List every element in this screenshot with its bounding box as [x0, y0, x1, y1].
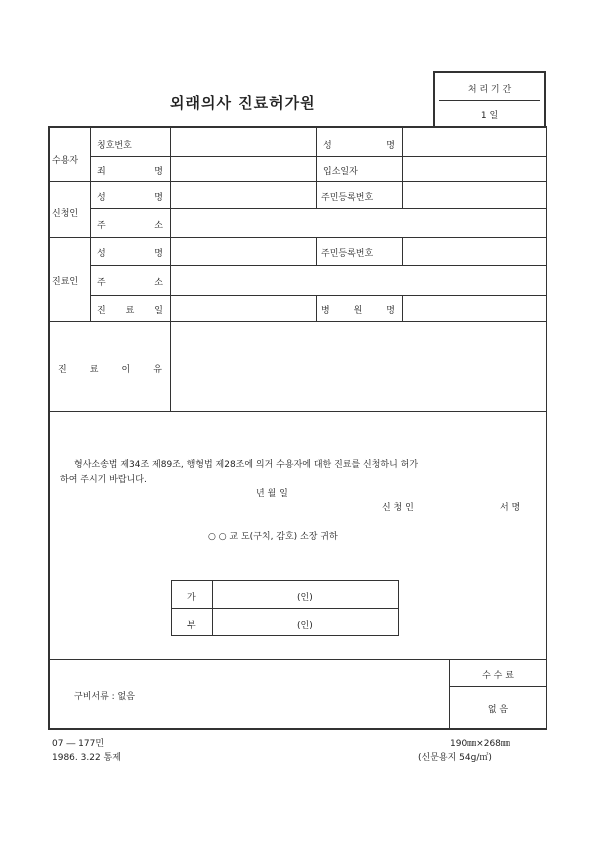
paper-type: (신문용지 54g/㎡) [418, 753, 492, 763]
doctor-group-label: 진료인 [52, 277, 79, 287]
form-code: 07 ― 177민 [52, 739, 105, 749]
paper-size: 190㎜×268㎜ [450, 739, 510, 749]
inmate-group-label: 수용자 [52, 156, 79, 166]
doctor-hospital-field[interactable] [403, 296, 545, 320]
applicant-name-label: 성 명 [97, 193, 163, 203]
applicant-signature-label: 신 청 인 [382, 503, 414, 513]
inmate-admission-label: 입소일자 [323, 167, 358, 177]
inmate-crime-field[interactable] [171, 157, 315, 180]
doctor-date-label: 진 료 일 [97, 306, 163, 316]
processing-period-value: 1 일 [480, 111, 499, 121]
doctor-address-field[interactable] [171, 266, 545, 294]
doctor-name-field[interactable] [171, 238, 315, 264]
fee-value: 없 음 [487, 705, 509, 715]
doctor-date-field[interactable] [171, 296, 315, 320]
form-date: 1986. 3.22 통제 [52, 753, 121, 763]
approval-no-label: 부 [187, 621, 196, 631]
reason-field[interactable] [171, 322, 545, 410]
doctor-hospital-label: 병 원 명 [321, 306, 395, 316]
statement-line2: 하여 주시기 바랍니다. [60, 475, 147, 485]
doctor-id-label: 주민등록번호 [321, 249, 374, 259]
processing-period-box [433, 71, 546, 128]
recipient-line: ○ ○ 교 도(구치, 감호) 소장 귀하 [208, 532, 338, 542]
reason-label: 진 료 이 유 [58, 365, 162, 375]
inmate-name-field[interactable] [403, 128, 545, 155]
inmate-crime-label: 죄 명 [97, 167, 163, 177]
applicant-id-field[interactable] [403, 182, 545, 207]
doctor-address-label: 주 소 [97, 278, 163, 288]
application-date: 년 월 일 [256, 489, 288, 499]
applicant-id-label: 주민등록번호 [321, 193, 374, 203]
inmate-admission-field[interactable] [403, 157, 545, 180]
applicant-name-field[interactable] [171, 182, 315, 207]
approval-box [171, 580, 399, 636]
applicant-group-label: 신청인 [52, 209, 79, 219]
processing-period-label: 처 리 기 간 [467, 85, 512, 95]
required-documents: 구비서류 : 없음 [74, 692, 135, 702]
inmate-name-label: 성 명 [323, 141, 395, 151]
fee-label: 수 수 료 [482, 671, 514, 681]
applicant-address-label: 주 소 [97, 221, 163, 231]
statement-line1: 형사소송법 제34조 제89조, 행형법 제28조에 의거 수용자에 대한 진료를 신청하니 허가 [74, 460, 419, 470]
approval-no-seal[interactable]: (인) [297, 621, 313, 631]
signature-label: 서 명 [500, 503, 521, 513]
approval-yes-label: 가 [187, 593, 196, 603]
applicant-address-field[interactable] [171, 209, 545, 236]
inmate-number-field[interactable] [171, 128, 315, 155]
inmate-number-label: 칭호번호 [97, 141, 132, 151]
doctor-id-field[interactable] [403, 238, 545, 264]
approval-yes-seal[interactable]: (인) [297, 593, 313, 603]
doctor-name-label: 성 명 [97, 249, 163, 259]
document-title: 외래의사 진료허가원 [170, 94, 316, 112]
